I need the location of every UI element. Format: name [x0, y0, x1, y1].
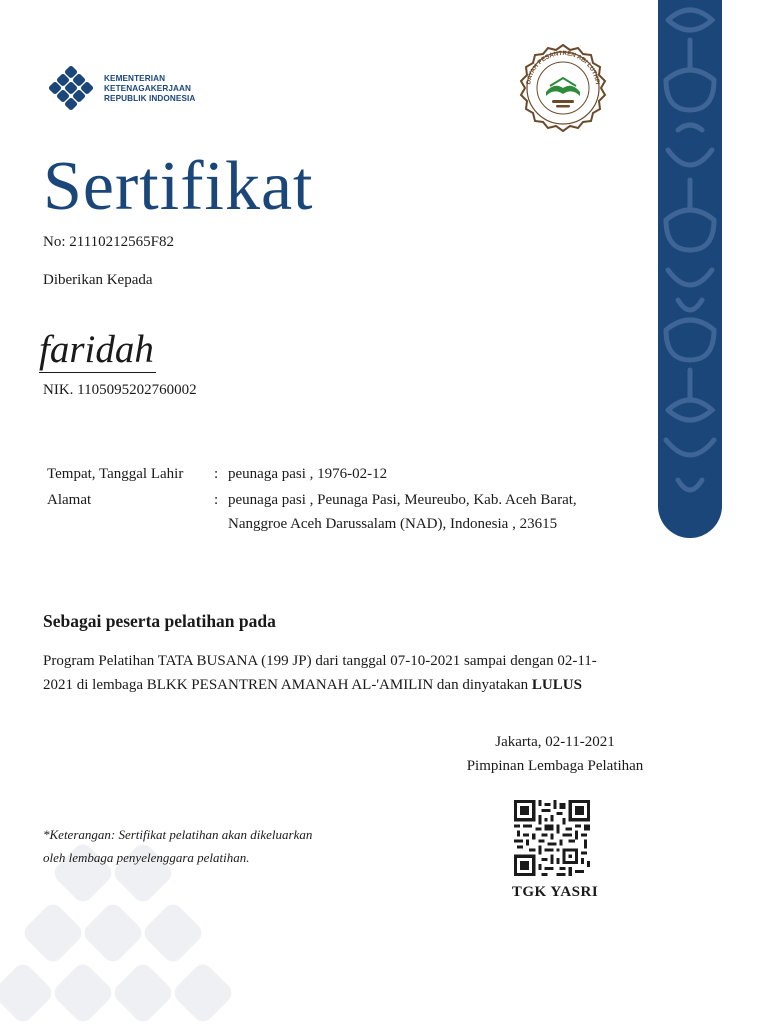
training-description-text: Program Pelatihan TATA BUSANA (199 JP) dari tanggal 07-10-2021 sampai dengan 02-11-2021 di lembaga BLKK PESANTREN AMANAH AL-'AMILIN dan dinyatakan [43, 653, 597, 693]
certificate-number: No: 21110212565F82 [43, 234, 174, 250]
training-heading: Sebagai peserta pelatihan pada [43, 611, 276, 631]
footnote-line-1: *Keterangan: Sertifikat pelatihan akan dikeluarkan [43, 827, 313, 842]
seal-text: DAYAH PESANTREN ABI LUTHFI [525, 49, 601, 85]
detail-row-birth [47, 462, 606, 486]
detail-label: Alamat [47, 492, 92, 508]
signer-name: TGK YASRI [511, 884, 599, 900]
ministry-line-3: REPUBLIK INDONESIA [104, 94, 196, 103]
ribbon-ornament-icon [658, 0, 722, 538]
kemnaker-knot-logo-icon [46, 66, 96, 112]
recipient-name: faridah [39, 328, 154, 371]
qr-code-icon [514, 800, 590, 876]
recipient-details [47, 462, 606, 536]
signature-place-date: Jakarta, 02-11-2021 [495, 734, 615, 750]
ministry-name [104, 74, 195, 104]
detail-row-address [47, 488, 606, 536]
detail-value: peunaga pasi , 1976-02-12 [228, 466, 388, 482]
pesantren-seal-logo-icon [512, 42, 614, 134]
detail-value: peunaga pasi , Peunaga Pasi, Meureubo, Kab. Aceh Barat, Nanggroe Aceh Darussalam (NAD), Indonesia , 23615 [228, 492, 577, 532]
recipient-nik: NIK. 1105095202760002 [43, 382, 197, 398]
detail-label: Tempat, Tanggal Lahir [47, 466, 184, 482]
detail-separator: : [214, 466, 219, 482]
ministry-logo [46, 66, 195, 112]
decorative-ribbon [658, 0, 722, 538]
ministry-line-2: KETENAGAKERJAAN [104, 84, 192, 93]
training-description [43, 650, 623, 697]
signer-role: Pimpinan Lembaga Pelatihan [466, 758, 644, 774]
footnote [43, 823, 312, 869]
ministry-line-1: KEMENTERIAN [104, 74, 166, 83]
detail-separator: : [214, 492, 219, 508]
given-to-label: Diberikan Kepada [43, 272, 153, 288]
footnote-line-2: oleh lembaga penyelenggara pelatihan. [43, 850, 250, 865]
training-status: LULUS [531, 676, 582, 693]
certificate-title: Sertifikat [43, 148, 314, 225]
